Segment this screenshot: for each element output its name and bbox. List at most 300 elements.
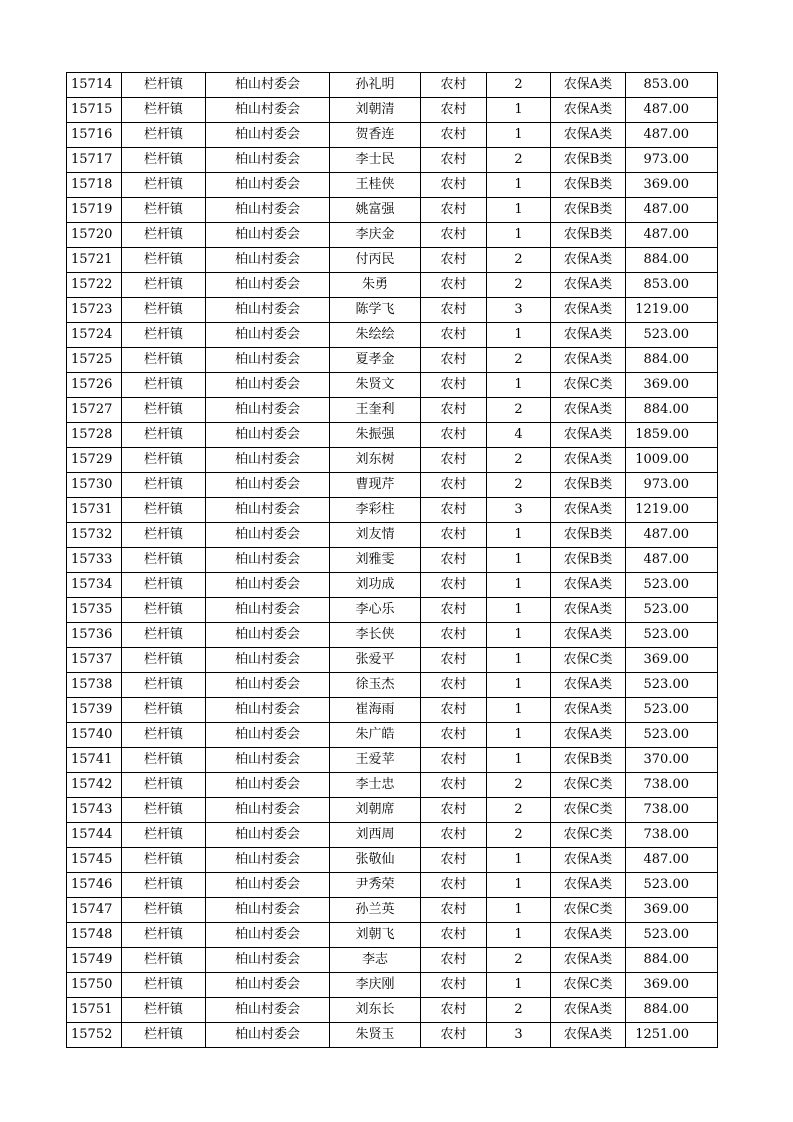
town-cell: 栏杆镇 <box>122 298 206 323</box>
record-id-cell: 15715 <box>67 98 122 123</box>
record-id-cell: 15730 <box>67 473 122 498</box>
insurance-class-cell: 农保B类 <box>551 548 626 573</box>
insurance-class-cell: 农保B类 <box>551 173 626 198</box>
town-cell: 栏杆镇 <box>122 423 206 448</box>
household-count-cell: 1 <box>487 548 551 573</box>
person-name-cell: 朱广皓 <box>330 723 421 748</box>
household-count-cell: 3 <box>487 1023 551 1048</box>
household-count-cell: 2 <box>487 823 551 848</box>
village-committee-cell: 柏山村委会 <box>206 748 330 773</box>
area-type-cell: 农村 <box>421 273 487 298</box>
insurance-class-cell: 农保A类 <box>551 698 626 723</box>
person-name-cell: 尹秀荣 <box>330 873 421 898</box>
town-cell: 栏杆镇 <box>122 648 206 673</box>
table-row <box>67 923 718 948</box>
amount-cell: 738.00 <box>626 823 718 848</box>
amount-cell: 370.00 <box>626 748 718 773</box>
amount-cell: 1251.00 <box>626 1023 718 1048</box>
table-row <box>67 298 718 323</box>
table-row <box>67 348 718 373</box>
town-cell: 栏杆镇 <box>122 698 206 723</box>
town-cell: 栏杆镇 <box>122 348 206 373</box>
table-row <box>67 873 718 898</box>
amount-cell: 487.00 <box>626 98 718 123</box>
town-cell: 栏杆镇 <box>122 173 206 198</box>
town-cell: 栏杆镇 <box>122 573 206 598</box>
town-cell: 栏杆镇 <box>122 848 206 873</box>
person-name-cell: 李士忠 <box>330 773 421 798</box>
record-id-cell: 15746 <box>67 873 122 898</box>
area-type-cell: 农村 <box>421 598 487 623</box>
person-name-cell: 张爱平 <box>330 648 421 673</box>
table-row <box>67 948 718 973</box>
amount-cell: 369.00 <box>626 973 718 998</box>
village-committee-cell: 柏山村委会 <box>206 448 330 473</box>
village-committee-cell: 柏山村委会 <box>206 773 330 798</box>
town-cell: 栏杆镇 <box>122 723 206 748</box>
village-committee-cell: 柏山村委会 <box>206 123 330 148</box>
table-row <box>67 898 718 923</box>
amount-cell: 487.00 <box>626 523 718 548</box>
table-row <box>67 823 718 848</box>
village-committee-cell: 柏山村委会 <box>206 948 330 973</box>
insurance-class-cell: 农保A类 <box>551 123 626 148</box>
insurance-class-cell: 农保A类 <box>551 398 626 423</box>
person-name-cell: 李士民 <box>330 148 421 173</box>
town-cell: 栏杆镇 <box>122 248 206 273</box>
area-type-cell: 农村 <box>421 223 487 248</box>
village-committee-cell: 柏山村委会 <box>206 698 330 723</box>
table-row <box>67 473 718 498</box>
town-cell: 栏杆镇 <box>122 973 206 998</box>
amount-cell: 487.00 <box>626 198 718 223</box>
person-name-cell: 刘西周 <box>330 823 421 848</box>
household-count-cell: 1 <box>487 123 551 148</box>
insurance-class-cell: 农保C类 <box>551 898 626 923</box>
record-id-cell: 15718 <box>67 173 122 198</box>
town-cell: 栏杆镇 <box>122 623 206 648</box>
insurance-class-cell: 农保A类 <box>551 98 626 123</box>
village-committee-cell: 柏山村委会 <box>206 223 330 248</box>
person-name-cell: 姚富强 <box>330 198 421 223</box>
insurance-class-cell: 农保B类 <box>551 748 626 773</box>
table-row <box>67 198 718 223</box>
household-count-cell: 2 <box>487 998 551 1023</box>
person-name-cell: 李志 <box>330 948 421 973</box>
table-row <box>67 173 718 198</box>
person-name-cell: 刘朝席 <box>330 798 421 823</box>
record-id-cell: 15720 <box>67 223 122 248</box>
village-committee-cell: 柏山村委会 <box>206 998 330 1023</box>
town-cell: 栏杆镇 <box>122 798 206 823</box>
insurance-class-cell: 农保B类 <box>551 148 626 173</box>
record-id-cell: 15751 <box>67 998 122 1023</box>
record-id-cell: 15729 <box>67 448 122 473</box>
village-committee-cell: 柏山村委会 <box>206 98 330 123</box>
amount-cell: 369.00 <box>626 648 718 673</box>
person-name-cell: 孙兰英 <box>330 898 421 923</box>
table-row <box>67 148 718 173</box>
table-row <box>67 848 718 873</box>
area-type-cell: 农村 <box>421 898 487 923</box>
town-cell: 栏杆镇 <box>122 498 206 523</box>
record-id-cell: 15747 <box>67 898 122 923</box>
area-type-cell: 农村 <box>421 648 487 673</box>
insurance-class-cell: 农保A类 <box>551 873 626 898</box>
insurance-class-cell: 农保B类 <box>551 473 626 498</box>
household-count-cell: 1 <box>487 173 551 198</box>
person-name-cell: 朱贤文 <box>330 373 421 398</box>
village-committee-cell: 柏山村委会 <box>206 498 330 523</box>
town-cell: 栏杆镇 <box>122 748 206 773</box>
area-type-cell: 农村 <box>421 498 487 523</box>
area-type-cell: 农村 <box>421 298 487 323</box>
amount-cell: 523.00 <box>626 573 718 598</box>
village-committee-cell: 柏山村委会 <box>206 423 330 448</box>
record-id-cell: 15733 <box>67 548 122 573</box>
household-count-cell: 1 <box>487 523 551 548</box>
table-row <box>67 648 718 673</box>
record-id-cell: 15750 <box>67 973 122 998</box>
insurance-class-cell: 农保C类 <box>551 823 626 848</box>
household-count-cell: 4 <box>487 423 551 448</box>
person-name-cell: 刘雅雯 <box>330 548 421 573</box>
record-id-cell: 15717 <box>67 148 122 173</box>
household-count-cell: 1 <box>487 898 551 923</box>
record-id-cell: 15741 <box>67 748 122 773</box>
insurance-class-cell: 农保B类 <box>551 198 626 223</box>
area-type-cell: 农村 <box>421 923 487 948</box>
village-committee-cell: 柏山村委会 <box>206 873 330 898</box>
area-type-cell: 农村 <box>421 748 487 773</box>
village-committee-cell: 柏山村委会 <box>206 823 330 848</box>
village-committee-cell: 柏山村委会 <box>206 848 330 873</box>
person-name-cell: 李庆金 <box>330 223 421 248</box>
record-id-cell: 15735 <box>67 598 122 623</box>
household-count-cell: 2 <box>487 473 551 498</box>
record-id-cell: 15738 <box>67 673 122 698</box>
table-row <box>67 423 718 448</box>
area-type-cell: 农村 <box>421 198 487 223</box>
area-type-cell: 农村 <box>421 548 487 573</box>
insurance-class-cell: 农保B类 <box>551 523 626 548</box>
town-cell: 栏杆镇 <box>122 123 206 148</box>
village-committee-cell: 柏山村委会 <box>206 973 330 998</box>
insurance-class-cell: 农保A类 <box>551 423 626 448</box>
town-cell: 栏杆镇 <box>122 223 206 248</box>
village-committee-cell: 柏山村委会 <box>206 598 330 623</box>
amount-cell: 523.00 <box>626 673 718 698</box>
town-cell: 栏杆镇 <box>122 773 206 798</box>
person-name-cell: 王桂侠 <box>330 173 421 198</box>
household-count-cell: 2 <box>487 948 551 973</box>
insurance-class-cell: 农保A类 <box>551 623 626 648</box>
area-type-cell: 农村 <box>421 448 487 473</box>
amount-cell: 523.00 <box>626 623 718 648</box>
amount-cell: 884.00 <box>626 398 718 423</box>
insurance-class-cell: 农保A类 <box>551 73 626 98</box>
town-cell: 栏杆镇 <box>122 1023 206 1048</box>
record-id-cell: 15728 <box>67 423 122 448</box>
insurance-class-cell: 农保A类 <box>551 598 626 623</box>
table-row <box>67 498 718 523</box>
record-id-cell: 15719 <box>67 198 122 223</box>
area-type-cell: 农村 <box>421 323 487 348</box>
table-row <box>67 798 718 823</box>
area-type-cell: 农村 <box>421 948 487 973</box>
area-type-cell: 农村 <box>421 823 487 848</box>
area-type-cell: 农村 <box>421 98 487 123</box>
record-id-cell: 15737 <box>67 648 122 673</box>
area-type-cell: 农村 <box>421 673 487 698</box>
table-row <box>67 698 718 723</box>
village-committee-cell: 柏山村委会 <box>206 73 330 98</box>
town-cell: 栏杆镇 <box>122 73 206 98</box>
record-id-cell: 15742 <box>67 773 122 798</box>
record-id-cell: 15744 <box>67 823 122 848</box>
table-row <box>67 398 718 423</box>
table-body <box>67 73 718 1048</box>
table-row <box>67 373 718 398</box>
town-cell: 栏杆镇 <box>122 673 206 698</box>
data-table <box>66 72 718 1048</box>
village-committee-cell: 柏山村委会 <box>206 348 330 373</box>
person-name-cell: 李庆刚 <box>330 973 421 998</box>
table-row <box>67 723 718 748</box>
table-row <box>67 98 718 123</box>
record-id-cell: 15732 <box>67 523 122 548</box>
town-cell: 栏杆镇 <box>122 873 206 898</box>
area-type-cell: 农村 <box>421 1023 487 1048</box>
household-count-cell: 1 <box>487 323 551 348</box>
record-id-cell: 15739 <box>67 698 122 723</box>
area-type-cell: 农村 <box>421 973 487 998</box>
insurance-class-cell: 农保A类 <box>551 448 626 473</box>
person-name-cell: 王奎利 <box>330 398 421 423</box>
area-type-cell: 农村 <box>421 423 487 448</box>
village-committee-cell: 柏山村委会 <box>206 623 330 648</box>
table-row <box>67 523 718 548</box>
village-committee-cell: 柏山村委会 <box>206 573 330 598</box>
person-name-cell: 贺香连 <box>330 123 421 148</box>
town-cell: 栏杆镇 <box>122 198 206 223</box>
record-id-cell: 15727 <box>67 398 122 423</box>
insurance-class-cell: 农保C类 <box>551 648 626 673</box>
area-type-cell: 农村 <box>421 798 487 823</box>
area-type-cell: 农村 <box>421 773 487 798</box>
amount-cell: 487.00 <box>626 123 718 148</box>
town-cell: 栏杆镇 <box>122 148 206 173</box>
amount-cell: 973.00 <box>626 473 718 498</box>
amount-cell: 738.00 <box>626 798 718 823</box>
area-type-cell: 农村 <box>421 623 487 648</box>
amount-cell: 369.00 <box>626 173 718 198</box>
insurance-class-cell: 农保A类 <box>551 848 626 873</box>
household-count-cell: 2 <box>487 798 551 823</box>
amount-cell: 487.00 <box>626 223 718 248</box>
record-id-cell: 15745 <box>67 848 122 873</box>
record-id-cell: 15731 <box>67 498 122 523</box>
household-count-cell: 1 <box>487 573 551 598</box>
record-id-cell: 15721 <box>67 248 122 273</box>
amount-cell: 523.00 <box>626 923 718 948</box>
village-committee-cell: 柏山村委会 <box>206 273 330 298</box>
town-cell: 栏杆镇 <box>122 923 206 948</box>
amount-cell: 884.00 <box>626 948 718 973</box>
village-committee-cell: 柏山村委会 <box>206 673 330 698</box>
amount-cell: 1219.00 <box>626 298 718 323</box>
household-count-cell: 1 <box>487 873 551 898</box>
record-id-cell: 15752 <box>67 1023 122 1048</box>
area-type-cell: 农村 <box>421 173 487 198</box>
person-name-cell: 李长侠 <box>330 623 421 648</box>
insurance-class-cell: 农保A类 <box>551 348 626 373</box>
table-row <box>67 223 718 248</box>
village-committee-cell: 柏山村委会 <box>206 398 330 423</box>
table-row <box>67 673 718 698</box>
household-count-cell: 2 <box>487 773 551 798</box>
village-committee-cell: 柏山村委会 <box>206 173 330 198</box>
household-count-cell: 2 <box>487 398 551 423</box>
household-count-cell: 1 <box>487 848 551 873</box>
amount-cell: 853.00 <box>626 273 718 298</box>
household-count-cell: 3 <box>487 498 551 523</box>
village-committee-cell: 柏山村委会 <box>206 648 330 673</box>
village-committee-cell: 柏山村委会 <box>206 523 330 548</box>
town-cell: 栏杆镇 <box>122 323 206 348</box>
record-id-cell: 15716 <box>67 123 122 148</box>
record-id-cell: 15748 <box>67 923 122 948</box>
village-committee-cell: 柏山村委会 <box>206 473 330 498</box>
insurance-class-cell: 农保B类 <box>551 223 626 248</box>
village-committee-cell: 柏山村委会 <box>206 248 330 273</box>
household-count-cell: 1 <box>487 598 551 623</box>
person-name-cell: 刘东长 <box>330 998 421 1023</box>
person-name-cell: 刘朝清 <box>330 98 421 123</box>
person-name-cell: 朱振强 <box>330 423 421 448</box>
amount-cell: 523.00 <box>626 698 718 723</box>
table-row <box>67 323 718 348</box>
table-row <box>67 623 718 648</box>
table-row <box>67 73 718 98</box>
insurance-class-cell: 农保A类 <box>551 948 626 973</box>
area-type-cell: 农村 <box>421 398 487 423</box>
record-id-cell: 15740 <box>67 723 122 748</box>
person-name-cell: 刘功成 <box>330 573 421 598</box>
household-count-cell: 1 <box>487 223 551 248</box>
person-name-cell: 陈学飞 <box>330 298 421 323</box>
insurance-class-cell: 农保C类 <box>551 773 626 798</box>
town-cell: 栏杆镇 <box>122 998 206 1023</box>
town-cell: 栏杆镇 <box>122 273 206 298</box>
household-count-cell: 1 <box>487 673 551 698</box>
amount-cell: 1219.00 <box>626 498 718 523</box>
table-row <box>67 1023 718 1048</box>
amount-cell: 738.00 <box>626 773 718 798</box>
insurance-class-cell: 农保A类 <box>551 998 626 1023</box>
area-type-cell: 农村 <box>421 373 487 398</box>
village-committee-cell: 柏山村委会 <box>206 298 330 323</box>
person-name-cell: 孙礼明 <box>330 73 421 98</box>
household-count-cell: 1 <box>487 373 551 398</box>
household-count-cell: 2 <box>487 448 551 473</box>
household-count-cell: 1 <box>487 923 551 948</box>
household-count-cell: 3 <box>487 298 551 323</box>
amount-cell: 369.00 <box>626 898 718 923</box>
amount-cell: 884.00 <box>626 998 718 1023</box>
person-name-cell: 朱贤玉 <box>330 1023 421 1048</box>
town-cell: 栏杆镇 <box>122 823 206 848</box>
household-count-cell: 1 <box>487 198 551 223</box>
village-committee-cell: 柏山村委会 <box>206 373 330 398</box>
record-id-cell: 15736 <box>67 623 122 648</box>
area-type-cell: 农村 <box>421 73 487 98</box>
record-id-cell: 15723 <box>67 298 122 323</box>
person-name-cell: 李彩柱 <box>330 498 421 523</box>
insurance-class-cell: 农保A类 <box>551 1023 626 1048</box>
person-name-cell: 朱绘绘 <box>330 323 421 348</box>
household-count-cell: 2 <box>487 348 551 373</box>
household-count-cell: 1 <box>487 98 551 123</box>
town-cell: 栏杆镇 <box>122 398 206 423</box>
table-row <box>67 973 718 998</box>
area-type-cell: 农村 <box>421 848 487 873</box>
village-committee-cell: 柏山村委会 <box>206 798 330 823</box>
village-committee-cell: 柏山村委会 <box>206 323 330 348</box>
person-name-cell: 付丙民 <box>330 248 421 273</box>
amount-cell: 1859.00 <box>626 423 718 448</box>
amount-cell: 523.00 <box>626 873 718 898</box>
person-name-cell: 李心乐 <box>330 598 421 623</box>
record-id-cell: 15725 <box>67 348 122 373</box>
town-cell: 栏杆镇 <box>122 548 206 573</box>
area-type-cell: 农村 <box>421 123 487 148</box>
person-name-cell: 朱勇 <box>330 273 421 298</box>
insurance-class-cell: 农保C类 <box>551 973 626 998</box>
insurance-class-cell: 农保A类 <box>551 273 626 298</box>
insurance-class-cell: 农保A类 <box>551 573 626 598</box>
household-count-cell: 1 <box>487 748 551 773</box>
record-id-cell: 15714 <box>67 73 122 98</box>
amount-cell: 369.00 <box>626 373 718 398</box>
area-type-cell: 农村 <box>421 348 487 373</box>
town-cell: 栏杆镇 <box>122 598 206 623</box>
town-cell: 栏杆镇 <box>122 98 206 123</box>
insurance-class-cell: 农保A类 <box>551 248 626 273</box>
household-count-cell: 1 <box>487 698 551 723</box>
area-type-cell: 农村 <box>421 998 487 1023</box>
amount-cell: 884.00 <box>626 248 718 273</box>
village-committee-cell: 柏山村委会 <box>206 1023 330 1048</box>
town-cell: 栏杆镇 <box>122 898 206 923</box>
amount-cell: 973.00 <box>626 148 718 173</box>
insurance-class-cell: 农保A类 <box>551 298 626 323</box>
household-count-cell: 1 <box>487 973 551 998</box>
village-committee-cell: 柏山村委会 <box>206 898 330 923</box>
household-count-cell: 2 <box>487 273 551 298</box>
household-count-cell: 2 <box>487 148 551 173</box>
amount-cell: 853.00 <box>626 73 718 98</box>
insurance-class-cell: 农保A类 <box>551 323 626 348</box>
area-type-cell: 农村 <box>421 698 487 723</box>
insurance-class-cell: 农保A类 <box>551 923 626 948</box>
person-name-cell: 夏孝金 <box>330 348 421 373</box>
area-type-cell: 农村 <box>421 148 487 173</box>
table-row <box>67 123 718 148</box>
amount-cell: 523.00 <box>626 598 718 623</box>
table-row <box>67 598 718 623</box>
town-cell: 栏杆镇 <box>122 373 206 398</box>
